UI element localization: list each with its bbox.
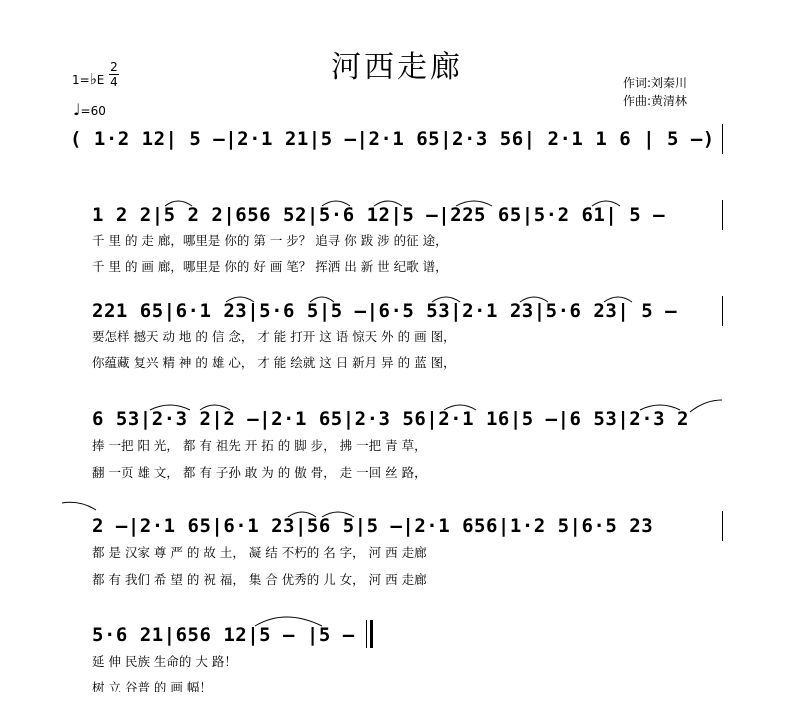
lyrics-verse-1: 延 伸 民族 生命的 大 路！ (92, 654, 237, 669)
notes-line: 5·6 21|656 12|5 – |5 – (92, 624, 355, 646)
slur (150, 405, 190, 410)
lyricist-credit: 作词:刘秦川 (623, 76, 688, 90)
slur (690, 400, 722, 412)
slur (592, 201, 620, 206)
slur (640, 405, 680, 410)
slur (200, 405, 230, 410)
score-title: 河西走廊 (331, 50, 463, 85)
time-bottom: 4 (110, 75, 118, 89)
slur (322, 201, 350, 206)
lyrics-verse-2: 千 里 的 画 廊，哪里是 你的 好 画 笔？ 挥洒 出 新 世 纪歌 谱， (92, 259, 448, 274)
time-top: 2 (110, 60, 118, 74)
lyrics-verse-2: 翻 一页 雄 文， 都 有 子孙 敢 为 的 傲 骨， 走 一回 丝 路， (92, 465, 427, 480)
notes-line: ( 1·2 12| 5 –|2·1 21|5 –|2·1 65|2·3 56| 2·1 1 6 | 5 –) (70, 128, 715, 150)
key-note: E (96, 73, 105, 87)
lyrics-verse-2: 都 有 我们 希 望 的 祝 福， 集 合 优秀的 儿 女， 河 西 走廊 (92, 572, 427, 587)
slur (165, 201, 192, 206)
notes-line: 2 –|2·1 65|6·1 23|56 5|5 –|2·1 656|1·2 5|6·5 23 (92, 515, 654, 537)
slur (62, 502, 96, 510)
slur (310, 297, 334, 302)
slur (520, 297, 548, 302)
flat-sign: ♭ (89, 70, 97, 88)
composer-credit: 作曲:黄清林 (623, 94, 688, 108)
slur (374, 201, 402, 206)
slur (226, 297, 254, 302)
slur (456, 201, 492, 206)
slur (432, 297, 460, 302)
lyrics-verse-1: 捧 一把 阳 光， 都 有 祖先 开 拓 的 脚 步， 拂 一把 青 草， (92, 438, 427, 453)
tempo-value: =60 (80, 104, 106, 118)
lyrics-verse-1: 要怎样 撼天 动 地 的 信 念， 才 能 打开 这 语 惊天 外 的 画 图， (92, 329, 456, 344)
lyrics-verse-2: 你蕴藏 复兴 精 神 的 雄 心， 才 能 绘就 这 日 新月 异 的 蓝 图， (92, 355, 456, 370)
notes-line: 1 2 2|5 2 2|656 52|5·6 12|5 –|225 65|5·2 61| 5 – (92, 204, 666, 226)
slur (288, 512, 316, 517)
lyrics-verse-1: 都 是 汉家 尊 严 的 故 土， 凝 结 不朽的 名 字， 河 西 走廊 (92, 545, 427, 560)
notes-line: 221 65|6·1 23|5·6 5|5 –|6·5 53|2·1 23|5·6 23| 5 – (92, 300, 678, 322)
key-prefix: 1= (72, 73, 90, 87)
slur (255, 617, 322, 626)
slur (444, 405, 476, 410)
slur (604, 297, 632, 302)
lyrics-verse-1: 千 里 的 走 廊，哪里是 你的 第 一 步？ 追寻 你 跋 涉 的征 途， (92, 233, 448, 248)
notes-line: 6 53|2·3 2|2 –|2·1 65|2·3 56|2·1 16|5 –|6 53|2·3 2 (92, 408, 689, 430)
slur (322, 512, 354, 517)
quarter-note-icon: ♩ (73, 100, 81, 119)
lyrics-verse-2: 树 立 谷普 的 画 幅！ (92, 680, 212, 692)
